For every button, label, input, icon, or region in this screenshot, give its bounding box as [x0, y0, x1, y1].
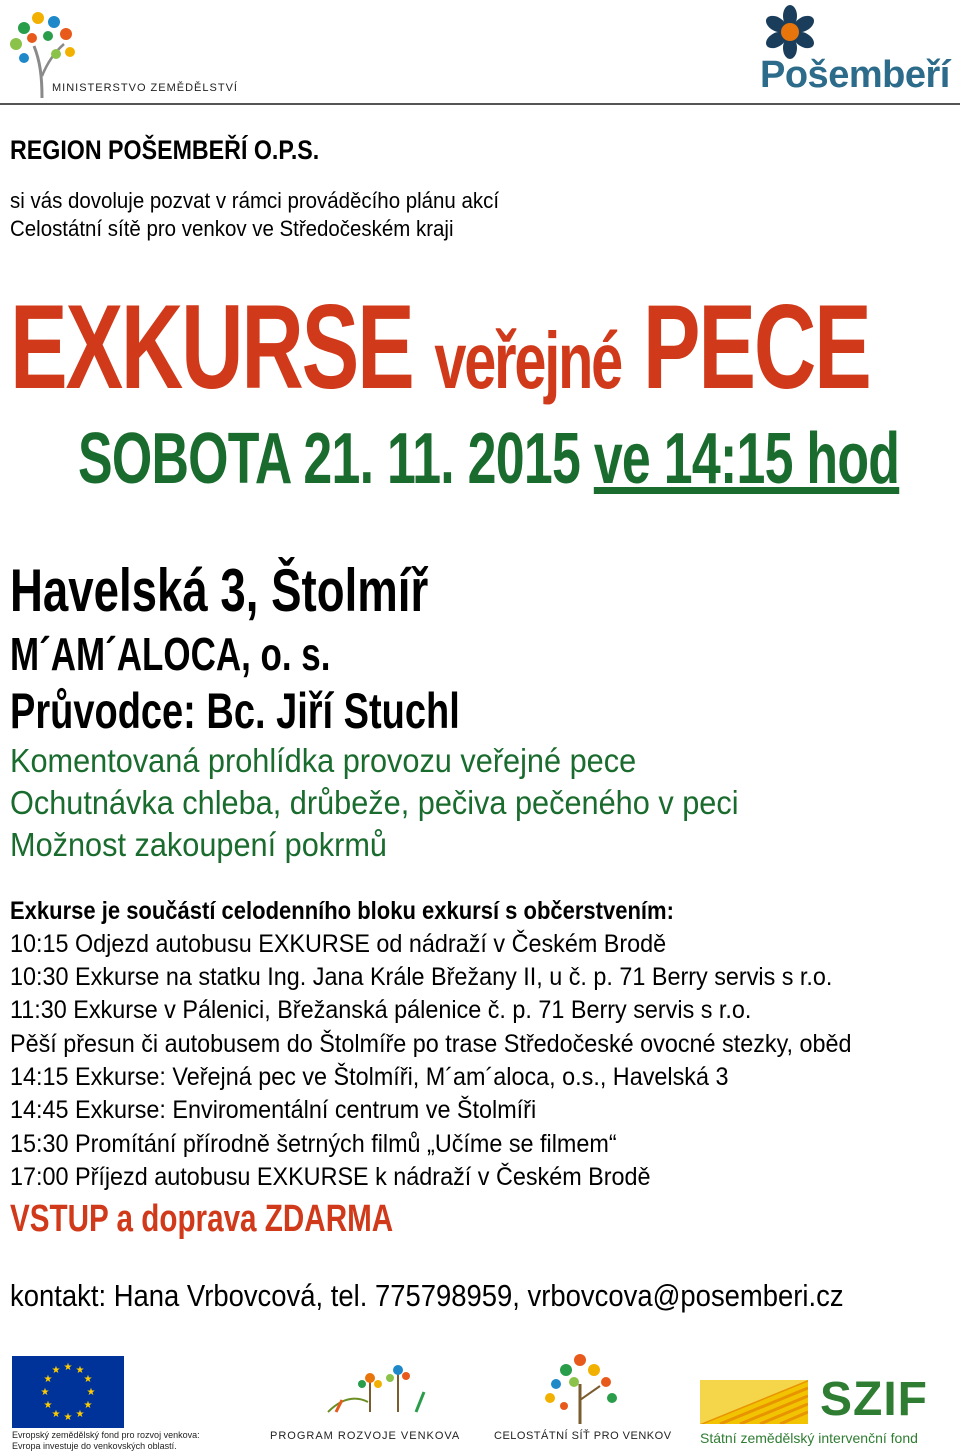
csv-caption: CELOSTÁTNÍ SÍŤ PRO VENKOV: [494, 1430, 672, 1442]
svg-text:★: ★: [40, 1387, 50, 1398]
svg-text:★: ★: [63, 1412, 73, 1423]
szif-logo: [700, 1373, 940, 1448]
program-item: 10:30 Exkurse na statku Ing. Jana Krále Břežany II, u č. p. 71 Berry servis s r.o.: [10, 963, 833, 991]
csv-logo: [492, 1350, 672, 1450]
program-item: Pěší přesun či autobusem do Štolmíře po trase Středočeské ovocné stezky, oběd: [10, 1030, 852, 1058]
event-time: ve 14:15 hod: [593, 419, 900, 499]
svg-text:★: ★: [86, 1387, 96, 1398]
event-address: Havelská 3, Štolmíř: [10, 557, 429, 624]
program-item: 17:00 Příjezd autobusu EXKURSE k nádraží v Českém Brodě: [10, 1163, 651, 1191]
header-divider: [0, 103, 960, 105]
posemberi-logo-text: Pošembeří: [760, 54, 950, 96]
prv-tree-icon: [308, 1362, 448, 1420]
program-item: 14:15 Exkurse: Veřejná pec ve Štolmíři, M´am´aloca, o.s., Havelská 3: [10, 1063, 729, 1091]
program-item: 10:15 Odjezd autobusu EXKURSE od nádraží v Českém Brodě: [10, 930, 667, 958]
title-exkurse: EXKURSE: [10, 280, 413, 414]
program-item: 15:30 Promítání přírodně šetrných filmů „Učíme se filmem“: [10, 1130, 617, 1158]
highlight-item: Ochutnávka chleba, drůbeže, pečiva pečeného v peci: [10, 784, 739, 821]
event-guide: Průvodce: Bc. Jiří Stuchl: [10, 683, 460, 739]
eu-flag-icon: [12, 1356, 124, 1428]
eu-caption-1: Evropský zemědělský fond pro rozvoj venkova:: [12, 1430, 200, 1440]
svg-text:★: ★: [75, 1409, 85, 1420]
event-host: M´AM´ALOCA, o. s.: [10, 628, 331, 680]
szif-field-icon: [700, 1380, 808, 1424]
invite-line-2: Celostátní sítě pro venkov ve Středočeském kraji: [10, 216, 454, 241]
event-title: [10, 278, 960, 416]
highlight-item: Komentovaná prohlídka provozu veřejné pece: [10, 742, 637, 779]
event-datetime: [78, 418, 960, 500]
program-heading: Exkurse je součástí celodenního bloku exkursí s občerstvením:: [10, 897, 674, 925]
svg-text:★: ★: [51, 1409, 61, 1420]
prv-logo: [268, 1362, 461, 1447]
prv-caption: PROGRAM ROZVOJE VENKOVA: [270, 1430, 461, 1442]
ministry-logo: [4, 6, 244, 101]
event-date: SOBOTA 21. 11. 2015: [78, 419, 581, 499]
contact-line: kontakt: Hana Vrbovcová, tel. 775798959, vrbovcova@posemberi.cz: [10, 1278, 844, 1313]
svg-text:★: ★: [83, 1400, 93, 1411]
szif-caption: Státní zemědělský intervenční fond: [700, 1430, 918, 1446]
title-pece: PECE: [642, 280, 870, 414]
svg-text:★: ★: [51, 1365, 61, 1376]
svg-text:★: ★: [75, 1365, 85, 1376]
posemberi-logo: [760, 4, 956, 96]
posemberi-flower-icon: [760, 4, 820, 60]
eu-logo: [12, 1356, 232, 1451]
program-item: 14:45 Exkurse: Enviromentální centrum ve Štolmíři: [10, 1096, 537, 1124]
eu-caption-2: Evropa investuje do venkovských oblastí.: [12, 1441, 177, 1451]
invite-line-1: si vás dovoluje pozvat v rámci prováděcího plánu akcí: [10, 188, 500, 213]
svg-text:★: ★: [43, 1400, 53, 1411]
title-verejne: veřejné: [434, 316, 622, 405]
svg-text:★: ★: [83, 1374, 93, 1385]
szif-wordmark: SZIF: [820, 1373, 928, 1426]
organizer-name: REGION POŠEMBEŘÍ O.P.S.: [10, 135, 320, 165]
svg-text:★: ★: [43, 1374, 53, 1385]
ministry-logo-text: MINISTERSTVO ZEMĚDĚLSTVÍ: [52, 82, 238, 94]
free-entry: VSTUP a doprava ZDARMA: [10, 1198, 394, 1240]
highlight-item: Možnost zakoupení pokrmů: [10, 826, 388, 863]
csv-tree-icon: [534, 1350, 634, 1426]
svg-text:★: ★: [63, 1362, 73, 1373]
program-item: 11:30 Exkurse v Pálenici, Břežanská pálenice č. p. 71 Berry servis s r.o.: [10, 996, 752, 1024]
